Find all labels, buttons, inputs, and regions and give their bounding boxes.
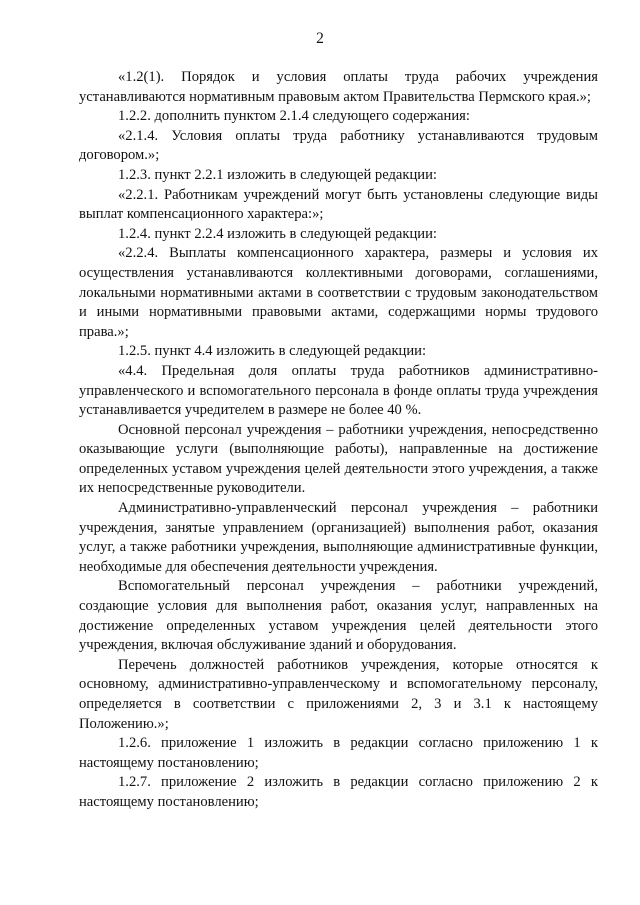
paragraph-main-staff: Основной персонал учреждения – работники учреждения, непосредственно оказывающие услуги (выполняющие работы), направленные на достижение определенных уставом учреждения целей деятельности этого учреждения, а также их непосредственные руководители. (79, 421, 598, 497)
document-body (79, 68, 598, 813)
paragraph-2-2-1-text: «2.2.1. Работникам учреждений могут быть установлены следующие виды выплат компенсационного характера:»; (79, 186, 598, 223)
paragraph-1-2-1: «1.2(1). Порядок и условия оплаты труда рабочих учреждения устанавливаются нормативным правовым актом Правительства Пермского края.»; (79, 69, 598, 105)
paragraph-1-2-7: 1.2.7. приложение 2 изложить в редакции согласно приложению 2 к настоящему постановлению; (79, 774, 598, 810)
paragraph-2-1-4-text: «2.1.4. Условия оплаты труда работнику устанавливаются трудовым договором.»; (79, 127, 598, 164)
paragraph-admin-staff: Административно-управленческий персонал учреждения – работники учреждения, занятые управлением (организацией) выполнения работ, оказания услуг, а также работники учреждения, выполняющие административные функции, необходимые для обеспечения деятельности учреждения. (79, 500, 598, 575)
paragraph-1-2-4: 1.2.4. пункт 2.2.4 изложить в следующей редакции: (118, 225, 437, 242)
paragraph-1-2-2: 1.2.2. дополнить пунктом 2.1.4 следующего содержания: (118, 108, 470, 125)
paragraph-4-4-text: «4.4. Предельная доля оплаты труда работников административно-управленческого и вспомогательного персонала в фонде оплаты труда учреждения устанавливается учредителем в размере не более 40 %. (79, 362, 598, 419)
paragraph-1-2-6: 1.2.6. приложение 1 изложить в редакции согласно приложению 1 к настоящему постановлению; (79, 735, 598, 771)
paragraph-positions-list: Перечень должностей работников учреждения, которые относятся к основному, административно-управленческому и вспомогательному персоналу, определяется в соответствии с приложениями 2, 3 и 3.1 к настоящему Положению.»; (79, 656, 598, 732)
paragraph-1-2-3: 1.2.3. пункт 2.2.1 изложить в следующей редакции: (118, 166, 437, 183)
paragraph-support-staff: Вспомогательный персонал учреждения – работники учреждений, создающие условия для выполнения работ, оказания услуг, направленных на достижение определенных уставом учреждения целей деятельности этого учреждения, включая обслуживание зданий и оборудования. (79, 578, 598, 654)
paragraph-2-2-4-text: «2.2.4. Выплаты компенсационного характера, размеры и условия их осуществления устанавливаются коллективными договорами, соглашениями, локальными нормативными актами в соответствии с трудовым законодательством и иными нормативными правовыми актами, содержащими нормы трудового права.»; (79, 245, 598, 340)
paragraph-1-2-5: 1.2.5. пункт 4.4 изложить в следующей редакции: (118, 343, 427, 360)
page-number: 2 (316, 30, 324, 47)
